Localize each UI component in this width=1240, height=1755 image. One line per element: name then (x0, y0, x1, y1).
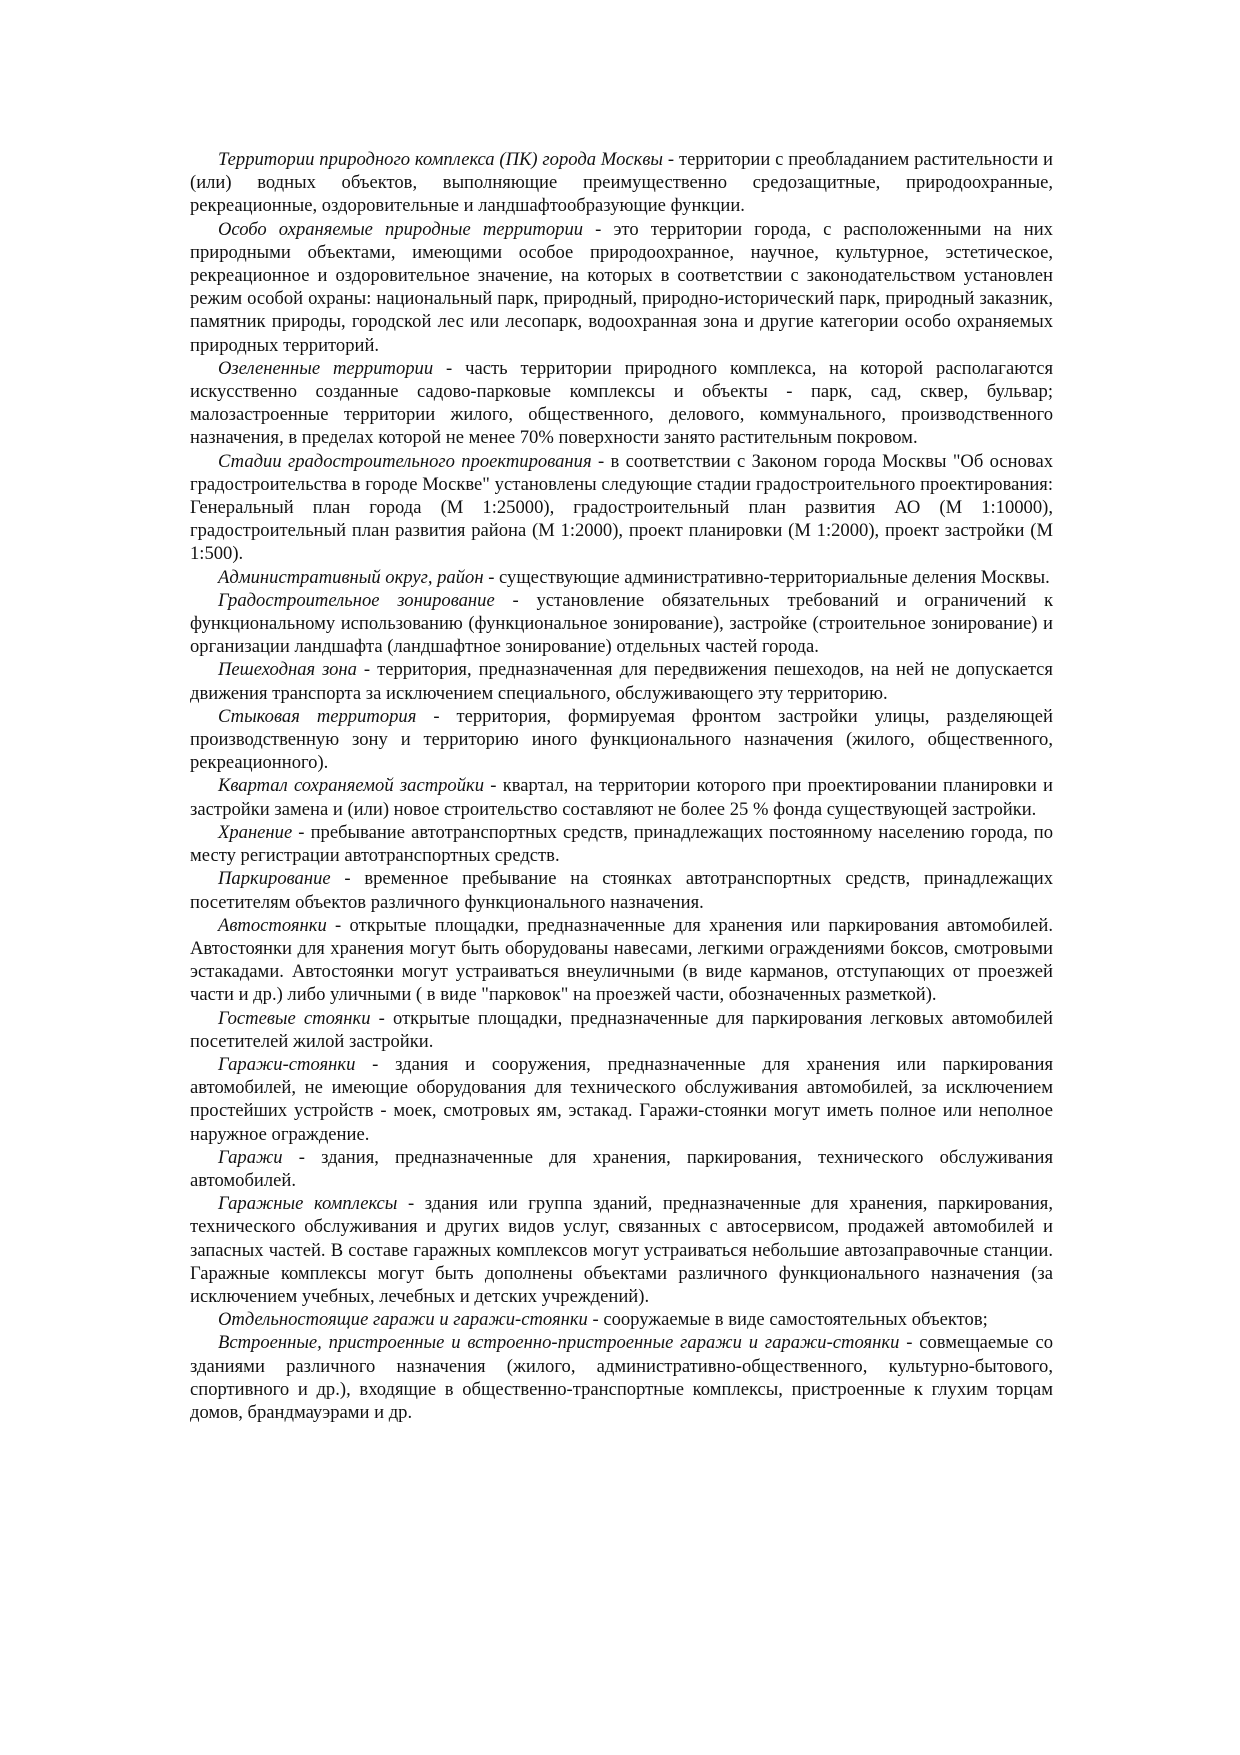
definition-term: Отдельностоящие гаражи и гаражи-стоянки (218, 1309, 588, 1331)
paragraph (190, 1007, 1053, 1053)
definition-text: - пребывание автотранспортных средств, принадлежащих постоянному населению города, по месту регистрации автотранспортных средств. (190, 821, 1053, 867)
definition-term: Градостроительное зонирование (218, 589, 495, 611)
definition-text: - существующие административно-территориальные деления Москвы. (483, 566, 1050, 588)
definition-text: - это территории города, с расположенными на них природными объектами, имеющими особое природоохранное, научное, культурное, эстетическое, рекреационное и оздоровительное значение, на которых в соответствии с законодательством установлен режим особой охраны: национальный парк, природный, природно-исторический парк, природный заказник, памятник природы, городской лес или лесопарк, водоохранная зона и другие категории особо охраняемых природных территорий. (190, 218, 1053, 356)
paragraph (190, 914, 1053, 1007)
paragraph (190, 1146, 1053, 1192)
definition-term: Паркирование (218, 868, 331, 890)
paragraph (190, 148, 1053, 218)
paragraph (190, 357, 1053, 450)
definition-text: - открытые площадки, предназначенные для хранения или паркирования автомобилей. Автостоянки для хранения могут быть оборудованы навесами, легкими ограждениями боксов, смотровыми эстакадами. Автостоянки могут устраиваться внеуличными (в виде карманов, отступающих от проезжей части и др.) либо уличными ( в виде "парковок" на проезжей части, обозначенных разметкой). (190, 914, 1053, 1006)
paragraph (190, 821, 1053, 867)
paragraph (190, 1192, 1053, 1308)
definition-text: - здания, предназначенные для хранения, паркирования, технического обслуживания автомобилей. (190, 1146, 1053, 1191)
definition-term: Гостевые стоянки (218, 1007, 371, 1029)
definition-term: Гаражи (218, 1146, 283, 1168)
definition-term: Гаражи-стоянки (218, 1053, 356, 1075)
definition-text: - здания или группа зданий, предназначенные для хранения, паркирования, технического обслуживания и других видов услуг, связанных с автосервисом, продажей автомобилей и запасных частей. В составе гаражных комплексов могут устраиваться небольшие автозаправочные станции. Гаражные комплексы могут быть дополнены объектами различного функционального назначения (за исключением учебных, лечебных и детских учреждений). (190, 1193, 1054, 1307)
definition-text: - в соответствии с Законом города Москвы "Об основах градостроительства в городе Москве" установлены следующие стадии градостроительного проектирования: Генеральный план города (М 1:25000), градостроительный план развития АО (М 1:10000), градостроительный план развития района (М 1:2000), проект планировки (М 1:2000), проект застройки (М 1:500). (190, 450, 1053, 565)
definition-term: Особо охраняемые природные территории (218, 218, 584, 240)
definition-term: Встроенные, пристроенные и встроенно-пристроенные гаражи и гаражи-стоянки (218, 1332, 900, 1354)
definition-term: Озелененные территории (218, 357, 434, 379)
paragraph (190, 1308, 1053, 1331)
paragraph (190, 589, 1053, 659)
definition-text: - территории с преобладанием растительности и (или) водных объектов, выполняющие преимущественно средозащитные, природоохранные, рекреационные, оздоровительные и ландшафтообразующие функции. (190, 149, 1053, 217)
definition-term: Территории природного комплекса (ПК) города Москвы (218, 149, 664, 170)
definition-text: - часть территории природного комплекса, на которой располагаются искусственно созданные садово-парковые комплексы и объекты - парк, сад, сквер, бульвар; малозастроенные территории жилого, общественного, делового, коммунального, производственного назначения, в пределах которой не менее 70% поверхности занято растительным покровом. (190, 357, 1053, 449)
paragraph (190, 450, 1053, 566)
definition-term: Гаражные комплексы (218, 1193, 398, 1215)
definition-text: - квартал, на территории которого при проектировании планировки и застройки замена и (или) новое строительство составляют не более 25 % фонда существующей застройки. (190, 775, 1053, 820)
definition-text: - территория, формируемая фронтом застройки улицы, разделяющей производственную зону и территорию иного функционального назначения (жилого, общественного, рекреационного). (190, 705, 1053, 774)
definition-text: - территория, предназначенная для передвижения пешеходов, на ней не допускается движения транспорта за исключением специального, обслуживающего эту территорию. (190, 659, 1053, 704)
definition-term: Хранение (218, 821, 293, 843)
definition-term: Пешеходная зона (218, 659, 357, 681)
paragraph (190, 218, 1053, 357)
paragraph (190, 658, 1053, 704)
document-body (190, 148, 1053, 1424)
paragraph (190, 1331, 1053, 1424)
definition-text: - совмещаемые со зданиями различного назначения (жилого, административно-общественного, культурно-бытового, спортивного и др.), входящие в общественно-транспортные комплексы, пристроенные к глухим торцам домов, брандмауэрами и др. (190, 1332, 1053, 1423)
definition-term: Стыковая территория (218, 705, 417, 727)
definition-text: - открытые площадки, предназначенные для паркирования легковых автомобилей посетителей жилой застройки. (190, 1007, 1053, 1052)
definition-text: - сооружаемые в виде самостоятельных объектов; (587, 1309, 988, 1331)
paragraph (190, 774, 1053, 820)
definition-term: Автостоянки (218, 914, 327, 936)
definition-term: Административный округ, район (218, 566, 484, 588)
definition-text: - временное пребывание на стоянках автотранспортных средств, принадлежащих посетителям объектов различного функционального назначения. (190, 868, 1053, 913)
definition-text: - здания и сооружения, предназначенные для хранения или паркирования автомобилей, не имеющие оборудования для технического обслуживания автомобилей, за исключением простейших устройств - моек, смотровых ям, эстакад. Гаражи-стоянки могут иметь полное или неполное наружное ограждение. (190, 1053, 1053, 1145)
paragraph (190, 566, 1053, 589)
definition-term: Квартал сохраняемой застройки (218, 775, 485, 797)
paragraph (190, 705, 1053, 775)
definition-text: - установление обязательных требований и ограничений к функциональному использованию (функциональное зонирование), застройке (строительное зонирование) и организации ландшафта (ландшафтное зонирование) отдельных частей города. (190, 589, 1053, 658)
paragraph (190, 1053, 1053, 1146)
definition-term: Стадии градостроительного проектирования (218, 450, 592, 472)
paragraph (190, 867, 1053, 913)
